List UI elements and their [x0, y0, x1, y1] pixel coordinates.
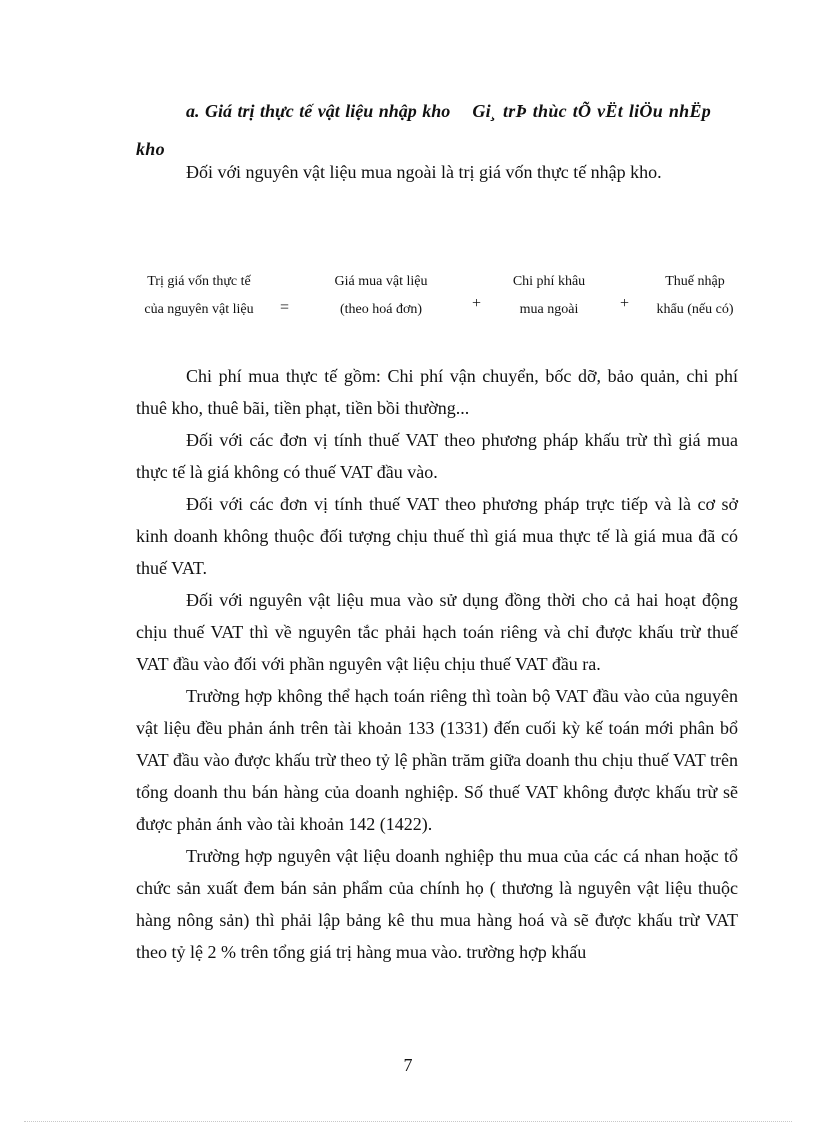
- formula-equals: =: [280, 299, 290, 316]
- footer-divider: [24, 1121, 792, 1122]
- formula-term-import-tax: [640, 268, 750, 324]
- formula-term-purchase-price: [318, 268, 444, 324]
- paragraph-individual-purchase: Trường hợp nguyên vật liệu doanh nghiệp thu mua của các cá nhan hoặc tổ chức sản xuất đem bán sản phẩm của chính họ ( thương là nguyên vật liệu thuộc hàng nông sản) thì phải lập bảng kê thu mua hàng hoá và sẽ được khấu trừ VAT theo tỷ lệ 2 % trên tổng giá trị hàng mua vào. trường hợp khấu: [136, 846, 738, 962]
- paragraph-allocation: Trường hợp không thể hạch toán riêng thì toàn bộ VAT đầu vào của nguyên vật liệu đều phản ánh trên tài khoản 133 (1331) đến cuối kỳ kế toán mới phân bổ VAT đầu vào được khấu trừ theo tỷ lệ phần trăm giữa doanh thu chịu thuế VAT trên tổng doanh thu bán hàng của doanh nghiệp. Số thuế VAT không được khấu trừ sẽ được phản ánh vào tài khoản 142 (1422).: [136, 686, 738, 834]
- cost-formula: [0, 268, 816, 328]
- intro-paragraph: Đối với nguyên vật liệu mua ngoài là trị giá vốn thực tế nhập kho.: [186, 162, 662, 182]
- formula-term2-line2: mua ngoài: [519, 302, 579, 317]
- formula-lhs-line2: của nguyên vật liệu: [144, 302, 254, 317]
- formula-term1-line2: (theo hoá đơn): [339, 302, 423, 317]
- formula-plus-1: +: [472, 295, 482, 312]
- section-heading-garbled: Gi¸ trÞ thùc tÕ vËt liÖu nhËp kho: [136, 101, 712, 159]
- formula-plus-2: +: [620, 295, 630, 312]
- paragraph-deduction-method: Đối với các đơn vị tính thuế VAT theo phương pháp khấu trừ thì giá mua thực tế là giá không có thuế VAT đầu vào.: [136, 430, 738, 482]
- formula-term3-line2: khẩu (nếu có): [656, 302, 734, 317]
- page-number: 7: [403, 1055, 413, 1075]
- body-text: [136, 360, 738, 968]
- formula-term-purchase-cost: [496, 268, 602, 324]
- section-heading-title: a. Giá trị thực tế vật liệu nhập kho: [186, 101, 451, 121]
- paragraph-dual-activity: Đối với nguyên vật liệu mua vào sử dụng đồng thời cho cả hai hoạt động chịu thuế VAT thì về nguyên tắc phải hạch toán riêng và chỉ được khấu trừ thuế VAT đầu vào đối với phần nguyên vật liệu chịu thuế VAT đầu ra.: [136, 590, 738, 674]
- formula-term2-line1: Chi phí khâu: [512, 274, 586, 289]
- formula-term3-line1: Thuế nhập: [665, 274, 725, 289]
- formula-lhs-line1: Trị giá vốn thực tế: [147, 274, 251, 289]
- paragraph-direct-method: Đối với các đơn vị tính thuế VAT theo phương pháp trực tiếp và là cơ sở kinh doanh không thuộc đối tượng chịu thuế thì giá mua thực tế là giá mua đã có thuế VAT.: [136, 494, 738, 578]
- paragraph-purchase-costs: Chi phí mua thực tế gồm: Chi phí vận chuyển, bốc dỡ, bảo quản, chi phí thuê kho, thuê bãi, tiền phạt, tiền bồi thường...: [136, 366, 738, 418]
- formula-term1-line1: Giá mua vật liệu: [334, 274, 428, 289]
- formula-lhs: [130, 268, 268, 324]
